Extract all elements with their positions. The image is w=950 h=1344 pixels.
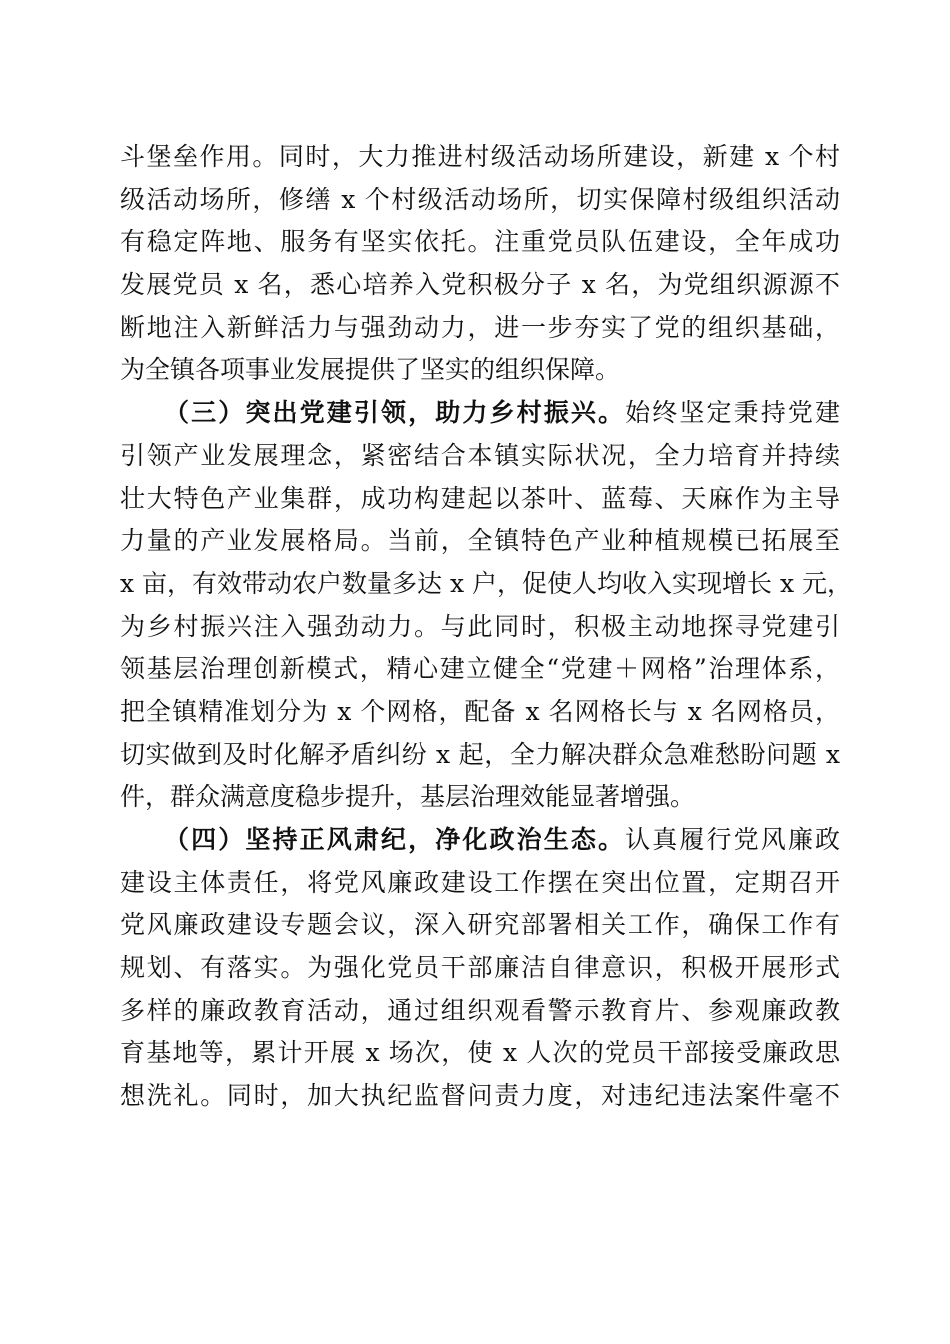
- heading-continuation: 始终坚定秉持党建: [625, 398, 840, 428]
- text-line: 发展党员 x 名，悉心培养入党积极分子 x 名，为党组织源源不: [120, 270, 840, 300]
- paragraph-organization-building: [120, 136, 840, 392]
- text-line: 引领产业发展理念，紧密结合本镇实际状况，全力培育并持续: [120, 440, 840, 470]
- text-line: 力量的产业发展格局。当前，全镇特色产业种植规模已拓展至: [120, 526, 840, 556]
- text-line: 把全镇精准划分为 x 个网格，配备 x 名网格长与 x 名网格员，: [120, 696, 840, 726]
- text-line: 规划、有落实。为强化党员干部廉洁自律意识，积极开展形式: [120, 953, 840, 983]
- heading-continuation: 认真履行党风廉政: [625, 825, 840, 854]
- section-heading: （四）坚持正风肃纪，净化政治生态。: [164, 825, 626, 854]
- text-line: 多样的廉政教育活动，通过组织观看警示教育片、参观廉政教: [120, 995, 840, 1025]
- text-line: 斗堡垒作用。同时，大力推进村级活动场所建设，新建 x 个村: [120, 142, 840, 171]
- text-line: 切实做到及时化解矛盾纠纷 x 起，全力解决群众急难愁盼问题 x: [120, 739, 840, 769]
- text-line: x 亩，有效带动农户数量多达 x 户，促使人均收入实现增长 x 元，: [120, 568, 853, 598]
- text-line: 建设主体责任，将党风廉政建设工作摆在突出位置，定期召开: [120, 867, 840, 897]
- text-line: 有稳定阵地、服务有坚实依托。注重党员队伍建设，全年成功: [120, 227, 840, 257]
- paragraph-first-line: [120, 392, 840, 435]
- text-line: 想洗礼。同时，加大执纪监督问责力度，对违纪违法案件毫不: [120, 1081, 840, 1111]
- text-line: 断地注入新鲜活力与强劲动力，进一步夯实了党的组织基础，: [120, 312, 840, 342]
- text-line: 育基地等，累计开展 x 场次，使 x 人次的党员干部接受廉政思: [120, 1038, 840, 1068]
- text-line: 级活动场所，修缮 x 个村级活动场所，切实保障村级组织活动: [120, 184, 840, 214]
- text-line: 壮大特色产业集群，成功构建起以茶叶、蓝莓、天麻作为主导: [120, 483, 840, 513]
- text-line: 为全镇各项事业发展提供了坚实的组织保障。: [120, 355, 621, 385]
- section-heading: （三）突出党建引领，助力乡村振兴。: [164, 398, 626, 428]
- text-line: 领基层治理创新模式，精心建立健全“党建＋网格”治理体系，: [120, 654, 840, 684]
- document-body: [120, 136, 853, 1118]
- text-line: 党风廉政建设专题会议，深入研究部署相关工作，确保工作有: [120, 910, 840, 940]
- paragraph-clean-governance: [120, 819, 840, 1118]
- paragraph-first-line: [120, 819, 840, 862]
- text-line: 为乡村振兴注入强劲动力。与此同时，积极主动地探寻党建引: [120, 611, 840, 641]
- paragraph-rural-revitalization: [120, 392, 853, 819]
- text-line: 件，群众满意度稳步提升，基层治理效能显著增强。: [120, 782, 696, 812]
